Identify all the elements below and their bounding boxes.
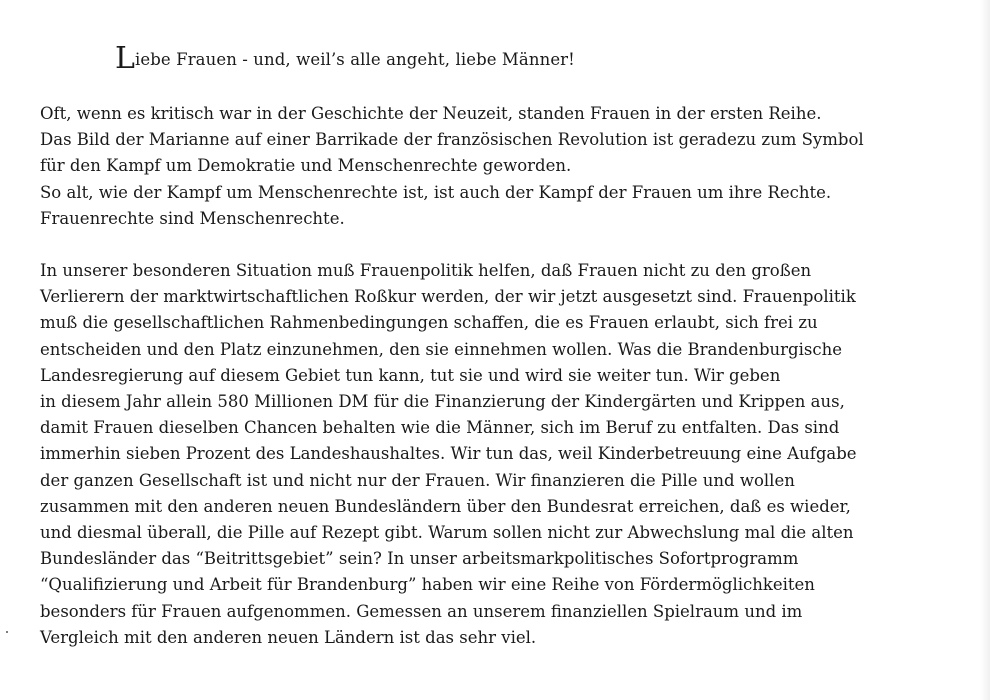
text-line: So alt, wie der Kampf um Menschenrechte ist, ist auch der Kampf der Frauen um ihre Rechte. [40,182,832,202]
text-line: und diesmal überall, die Pille auf Rezept gibt. Warum sollen nicht zur Abwechslung mal die alten [40,523,854,543]
text-line: Bundesländer das “Beitrittsgebiet” sein? In unser arbeitsmarkpolitisches Sofortprogramm [40,549,799,569]
text-line: damit Frauen dieselben Chancen behalten wie die Männer, sich im Beruf zu entfalten. Das sind [40,418,840,438]
text-line: Verlierern der marktwirtschaftlichen Roßkur werden, der wir jetzt ausgesetzt sind. Frauenpolitik [40,287,856,307]
text-line: Vergleich mit den anderen neuen Ländern ist das sehr viel. [40,627,537,647]
text-line: In unserer besonderen Situation muß Frauenpolitik helfen, daß Frauen nicht zu den großen [40,261,812,280]
paragraph-2 [40,258,857,651]
paragraph-1 [40,101,864,232]
text-line: in diesem Jahr allein 580 Millionen DM für die Finanzierung der Kindergärten und Krippen aus, [40,392,845,412]
text-line: der ganzen Gesellschaft ist und nicht nur der Frauen. Wir finanzieren die Pille und wollen [40,470,795,490]
drop-cap-letter: L [115,41,136,76]
text-line: Das Bild der Marianne auf einer Barrikade der französischen Revolution ist geradezu zum Symbol [40,130,864,150]
salutation-text: iebe Frauen - und, weil’s alle angeht, liebe Männer! [135,50,575,69]
text-line: “Qualifizierung und Arbeit für Brandenburg” haben wir eine Reihe von Fördermöglichkeiten [40,575,815,595]
salutation-heading [115,41,575,76]
text-line: muß die gesellschaftlichen Rahmenbedingungen schaffen, die es Frauen erlaubt, sich frei zu [40,313,818,333]
text-line: Landesregierung auf diesem Gebiet tun kann, tut sie und wird sie weiter tun. Wir geben [40,365,781,385]
text-line: Frauenrechte sind Menschenrechte. [40,208,345,228]
scan-speck [6,631,8,633]
text-line: für den Kampf um Demokratie und Menschenrechte geworden. [40,156,572,176]
page-edge-shadow [980,0,990,700]
text-line: zusammen mit den anderen neuen Bundesländern über den Bundesrat erreichen, daß es wieder, [40,496,851,516]
text-line: besonders für Frauen aufgenommen. Gemessen an unserem finanziellen Spielraum und im [40,601,803,621]
text-line: entscheiden und den Platz einzunehmen, den sie einnehmen wollen. Was die Brandenburgische [40,339,842,359]
text-line: immerhin sieben Prozent des Landeshaushaltes. Wir tun das, weil Kinderbetreuung eine Aufgabe [40,444,857,464]
text-line: Oft, wenn es kritisch war in der Geschichte der Neuzeit, standen Frauen in der ersten Reihe. [40,104,822,123]
